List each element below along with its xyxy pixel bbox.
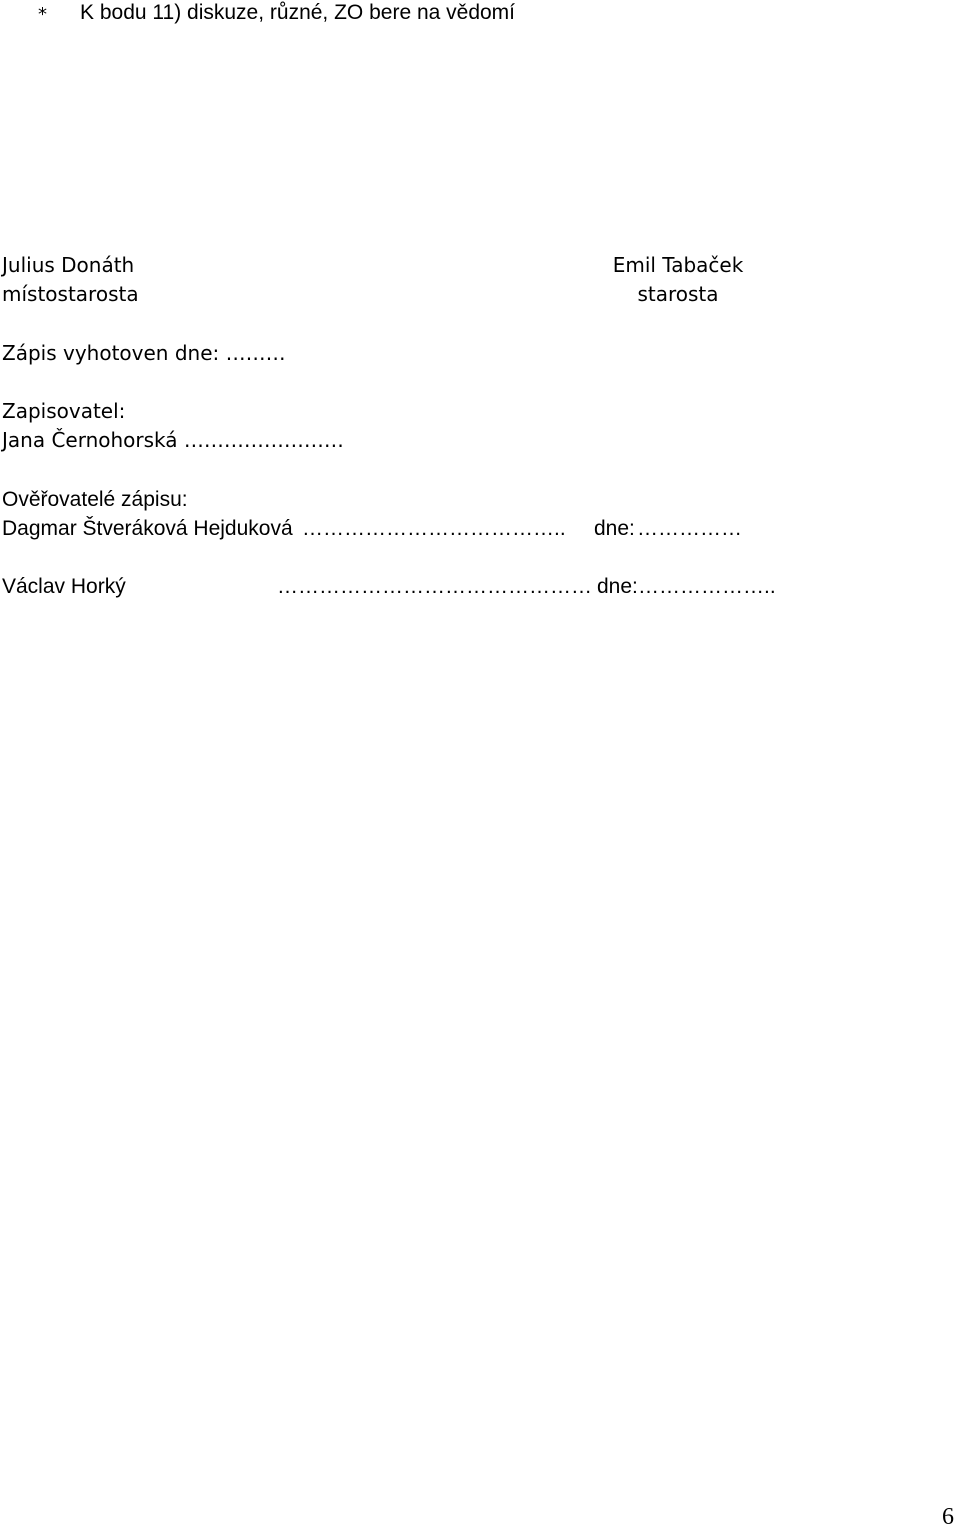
recorder-name-line: Jana Černohorská …………………… — [2, 428, 344, 452]
recorder-label: Zapisovatel: — [2, 399, 126, 423]
page-number: 6 — [942, 1504, 954, 1530]
verifier-2-date-label: dne: — [597, 575, 638, 598]
signature-right-role: starosta — [637, 282, 719, 306]
signature-right-name: Emil Tabaček — [612, 253, 744, 277]
verifier-2-signature-dots: ……………………………………… — [277, 575, 592, 598]
verifier-2-name: Václav Horký — [2, 575, 126, 598]
bullet-icon: * — [38, 4, 47, 25]
verifier-1-date-label: dne: — [594, 517, 635, 540]
agenda-item-text: K bodu 11) diskuze, různé, ZO bere na vědomí — [80, 1, 516, 24]
verifiers-label: Ověřovatelé zápisu: — [2, 488, 188, 511]
verifier-1-date-dots: …………… — [637, 517, 742, 540]
minutes-date-line: Zápis vyhotoven dne: ……… — [2, 341, 286, 365]
verifier-1-name: Dagmar Štveráková Hejduková — [2, 517, 293, 540]
signature-right — [598, 255, 758, 309]
signature-left-role: místostarosta — [2, 282, 139, 306]
verifier-1-signature-dots: ……………………………….. — [302, 517, 566, 540]
verifier-2-date-dots: ……………….. — [638, 575, 776, 598]
signature-left-name: Julius Donáth — [2, 253, 135, 277]
